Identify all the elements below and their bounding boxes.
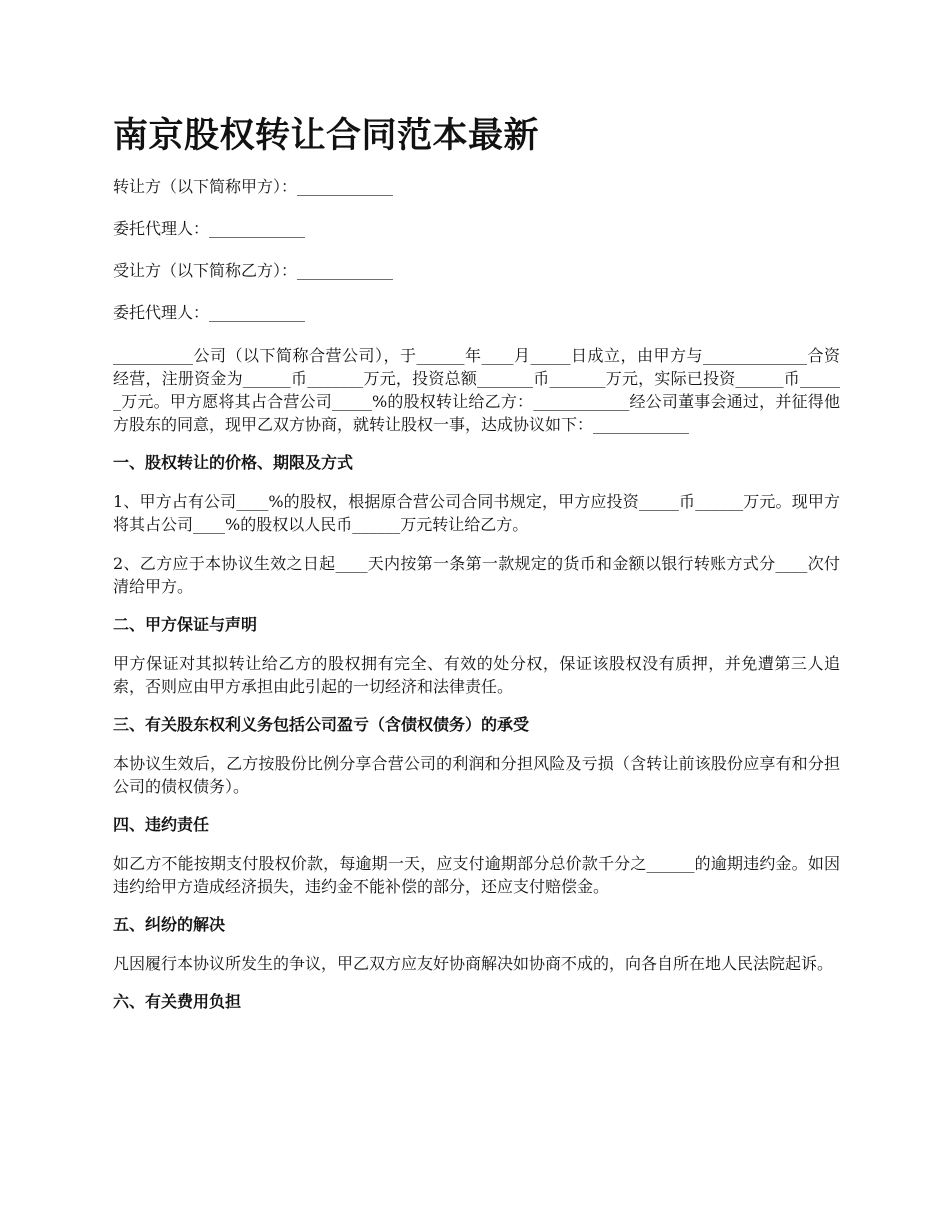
transferee-field: 受让方（以下简称乙方）：____________ — [113, 261, 394, 280]
section-paragraph: 凡因履行本协议所发生的争议，甲乙双方应友好协商解决如协商不成的，向各自所在地人民法院起诉。 — [113, 954, 834, 973]
section-heading-price: 一、股权转让的价格、期限及方式 — [113, 453, 354, 472]
section-heading-guarantee: 二、甲方保证与声明 — [113, 615, 258, 634]
section-paragraph: 如乙方不能按期支付股权价款，每逾期一天，应支付逾期部分总价款千分之______的逾期违约金。如因违约给甲方造成经济损失，违约金不能补偿的部分，还应支付赔偿金。 — [113, 854, 840, 896]
transferor-field: 转让方（以下简称甲方）：____________ — [113, 177, 394, 196]
section-paragraph: 1、甲方占有公司____%的股权，根据原合营公司合同书规定，甲方应投资_____币______万元。现甲方将其占公司____%的股权以人民币______万元转让给乙方。 — [113, 492, 840, 534]
section-paragraph: 甲方保证对其拟转让给乙方的股权拥有完全、有效的处分权，保证该股权没有质押，并免遭第三人追索，否则应由甲方承担由此引起的一切经济和法律责任。 — [113, 654, 840, 696]
section-paragraph: 2、乙方应于本协议生效之日起____天内按第一条第一款规定的货币和金额以银行转账方式分____次付清给甲方。 — [113, 554, 840, 596]
transferee-agent-field: 委托代理人：____________ — [113, 303, 306, 322]
document-title: 南京股权转让合同范本最新 — [113, 116, 540, 156]
section-heading-fees: 六、有关费用负担 — [113, 992, 242, 1011]
document-page — [113, 108, 840, 1029]
intro-paragraph: __________公司（以下简称合营公司），于______年____月_____日成立，由甲方与_____________合资经营，注册资金为______币_______万元，投资总额_______币_______万元，实际已投资______币______万元。甲方愿将其占合营公司_____%的股权转让给乙方：____________经公司董事会通过，并征得他方股东的同意，现甲乙双方协商，就转让股权一事，达成协议如下：____________ — [113, 346, 840, 434]
section-heading-liability: 四、违约责任 — [113, 815, 210, 834]
section-paragraph: 本协议生效后，乙方按股份比例分享合营公司的利润和分担风险及亏损（含转让前该股份应享有和分担公司的债权债务）。 — [113, 754, 840, 796]
section-heading-dispute: 五、纠纷的解决 — [113, 915, 226, 934]
section-heading-rights: 三、有关股东权利义务包括公司盈亏（含债权债务）的承受 — [113, 715, 530, 734]
transferor-agent-field: 委托代理人：____________ — [113, 219, 306, 238]
